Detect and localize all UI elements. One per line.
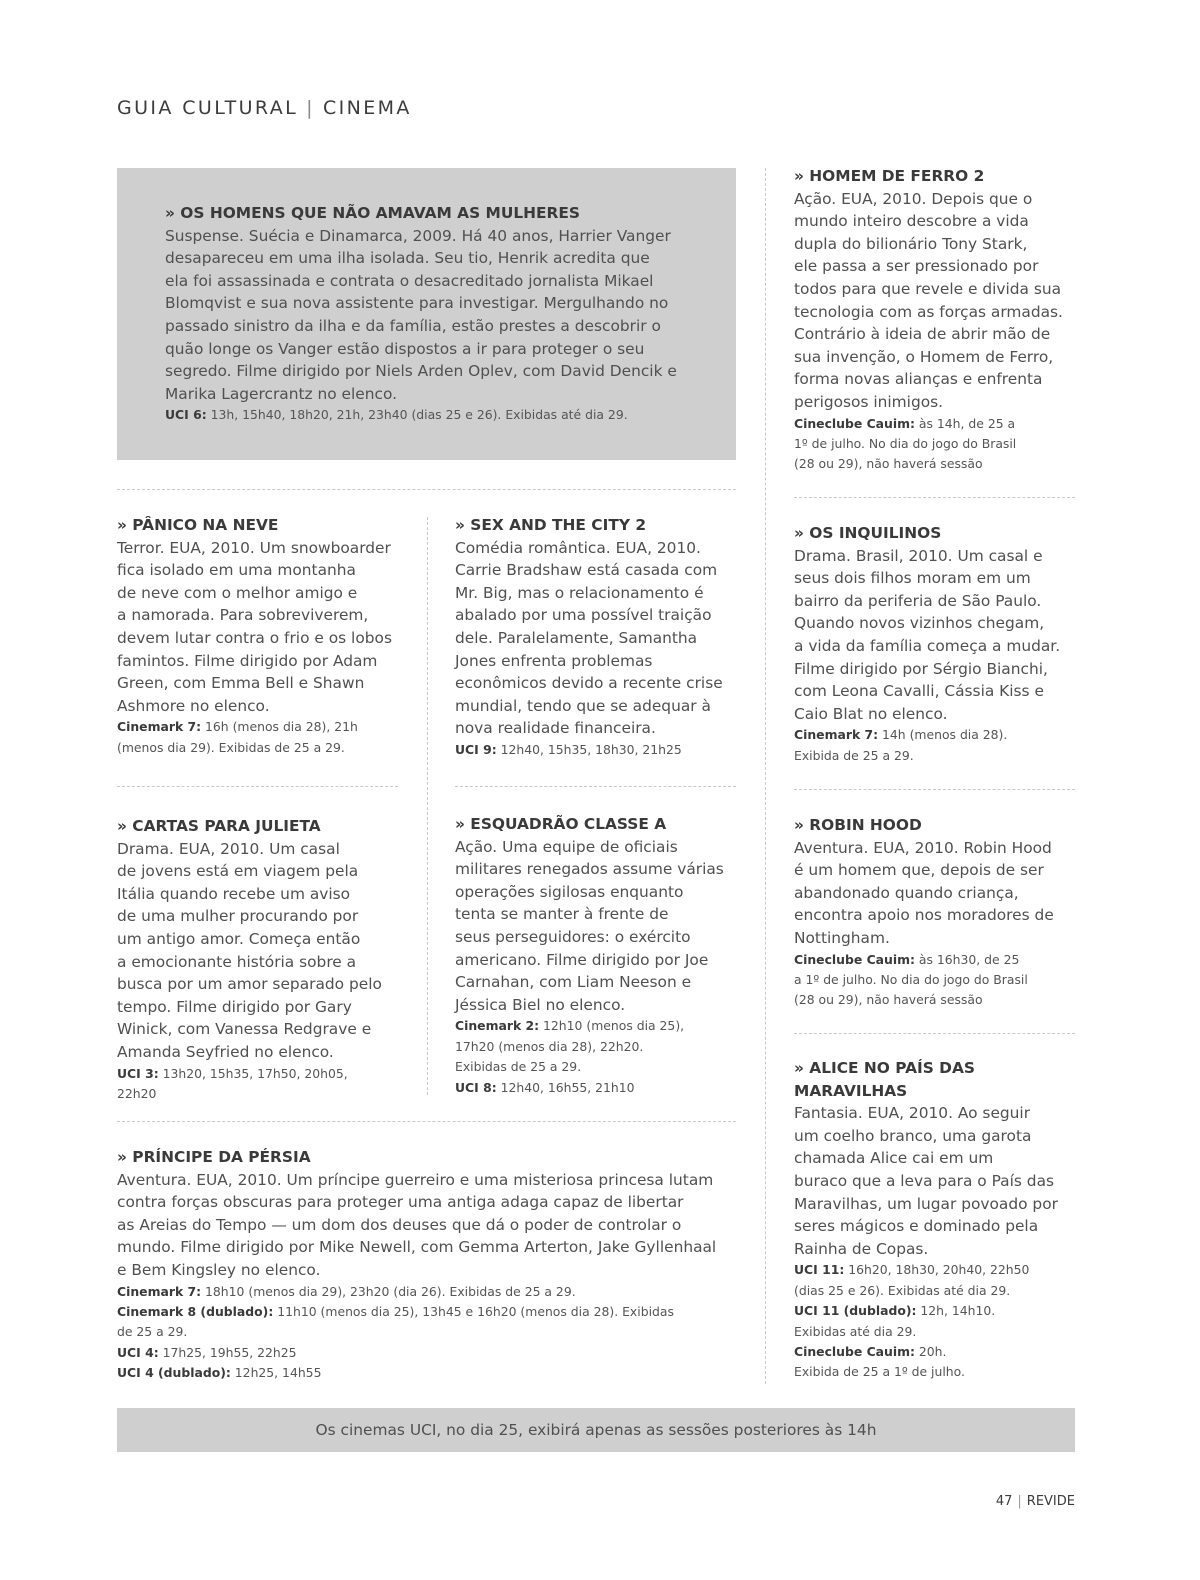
session-times: Exibida de 25 a 1º de julho. bbox=[794, 1364, 965, 1380]
description-line: chamada Alice cai em um bbox=[794, 1149, 994, 1168]
column-divider bbox=[427, 517, 428, 1095]
movie-title: » ESQUADRÃO CLASSE A bbox=[455, 815, 667, 833]
session-line bbox=[794, 414, 1094, 434]
movie-sessions bbox=[117, 1064, 417, 1105]
description-line: abalado por uma possível traição bbox=[455, 606, 712, 625]
cinema-name: UCI 11 (dublado): bbox=[794, 1303, 917, 1319]
movie-alice-no-pais-das-maravilhas bbox=[794, 1057, 1094, 1383]
movie-homem-de-ferro-2 bbox=[794, 165, 1094, 475]
session-times: 1º de julho. No dia do jogo do Brasil bbox=[794, 435, 1017, 451]
description-line: Quando novos vizinhos chegam, bbox=[794, 614, 1045, 633]
movie-title: » PRÍNCIPE DA PÉRSIA bbox=[117, 1148, 311, 1166]
movie-description bbox=[794, 1102, 1094, 1260]
session-times: 13h20, 15h35, 17h50, 20h05, bbox=[158, 1065, 348, 1081]
description-line: contra forças obscuras para proteger uma antiga adaga capaz de libertar bbox=[117, 1193, 684, 1212]
session-line bbox=[794, 1342, 1094, 1362]
description-line: Nottingham. bbox=[794, 928, 890, 947]
session-times: 12h40, 15h35, 18h30, 21h25 bbox=[496, 741, 682, 757]
session-line bbox=[455, 1057, 755, 1077]
description-line: Maravilhas, um lugar povoado por bbox=[794, 1194, 1058, 1213]
session-line bbox=[117, 1282, 757, 1302]
description-line: Drama. EUA, 2010. Um casal bbox=[117, 839, 340, 858]
cinema-name: UCI 9: bbox=[455, 741, 497, 757]
movie-title: » SEX AND THE CITY 2 bbox=[455, 516, 647, 534]
cinema-name: UCI 3: bbox=[117, 1065, 159, 1081]
session-times: Exibidas de 25 a 29. bbox=[455, 1059, 582, 1075]
description-line: de uma mulher procurando por bbox=[117, 907, 359, 926]
session-times: Exibida de 25 a 29. bbox=[794, 747, 914, 763]
description-line: seres mágicos e dominado pela bbox=[794, 1217, 1039, 1236]
description-line: dele. Paralelamente, Samantha bbox=[455, 628, 698, 647]
description-line: sua invenção, o Homem de Ferro, bbox=[794, 347, 1054, 366]
movie-title: » ROBIN HOOD bbox=[794, 816, 922, 834]
description-line: abandonado quando criança, bbox=[794, 883, 1019, 902]
session-line bbox=[794, 746, 1094, 766]
movie-title: » ALICE NO PAÍS DAS bbox=[794, 1059, 975, 1077]
description-line: Jones enfrenta problemas bbox=[455, 651, 653, 670]
movie-panico-na-neve bbox=[117, 514, 417, 758]
description-line: Ação. Uma equipe de oficiais bbox=[455, 837, 678, 856]
description-line: Ação. EUA, 2010. Depois que o bbox=[794, 189, 1033, 208]
session-times: 12h40, 16h55, 21h10 bbox=[496, 1079, 635, 1095]
session-times: 12h10 (menos dia 25), bbox=[539, 1018, 685, 1034]
movie-sessions bbox=[455, 740, 755, 760]
description-line: todos para que revele e divida sua bbox=[794, 279, 1062, 298]
description-line: ela foi assassinada e contrata o desacreditado jornalista Mikael bbox=[165, 271, 654, 290]
description-line: Aventura. EUA, 2010. Robin Hood bbox=[794, 838, 1052, 857]
session-line bbox=[117, 1064, 417, 1084]
movie-principe-da-persia bbox=[117, 1146, 757, 1384]
divider bbox=[794, 497, 1075, 498]
cinema-name: Cinemark 7: bbox=[794, 727, 879, 743]
description-line: Jéssica Biel no elenco. bbox=[455, 995, 626, 1014]
session-times: às 14h, de 25 a bbox=[914, 415, 1016, 431]
movie-cartas-para-julieta bbox=[117, 815, 417, 1104]
session-times: 13h, 15h40, 18h20, 21h, 23h40 (dias 25 e 26). Exibidas até dia 29. bbox=[206, 407, 628, 423]
description-line: Carnahan, com Liam Neeson e bbox=[455, 973, 692, 992]
divider bbox=[117, 786, 398, 787]
session-line bbox=[794, 1362, 1094, 1382]
session-times: 12h, 14h10. bbox=[916, 1303, 996, 1319]
description-line: desapareceu em uma ilha isolada. Seu tio, Henrik acredita que bbox=[165, 249, 650, 268]
movie-featured bbox=[165, 202, 725, 426]
description-line: Terror. EUA, 2010. Um snowboarder bbox=[117, 538, 391, 557]
footer-separator: | bbox=[1017, 1494, 1022, 1509]
divider bbox=[117, 1121, 736, 1122]
session-line bbox=[117, 1363, 757, 1383]
description-line: Caio Blat no elenco. bbox=[794, 704, 948, 723]
description-line: Amanda Seyfried no elenco. bbox=[117, 1042, 334, 1061]
session-line bbox=[794, 434, 1094, 454]
description-line: um antigo amor. Começa então bbox=[117, 929, 361, 948]
description-line: tecnologia com as forças armadas. bbox=[794, 302, 1063, 321]
session-line bbox=[455, 1037, 755, 1057]
movie-description bbox=[455, 537, 755, 740]
cinema-name: Cineclube Cauim: bbox=[794, 951, 915, 967]
description-line: segredo. Filme dirigido por Niels Arden Oplev, com David Dencik e bbox=[165, 362, 677, 381]
description-line: Suspense. Suécia e Dinamarca, 2009. Há 40 anos, Harrier Vanger bbox=[165, 226, 671, 245]
divider bbox=[117, 489, 736, 490]
description-line: busca por um amor separado pelo bbox=[117, 975, 382, 994]
session-times: (28 ou 29), não haverá sessão bbox=[794, 992, 983, 1008]
description-line: mundo inteiro descobre a vida bbox=[794, 212, 1029, 231]
description-line: Marika Lagercrantz no elenco. bbox=[165, 384, 398, 403]
session-times: 16h20, 18h30, 20h40, 22h50 bbox=[844, 1262, 1030, 1278]
movie-title: » PÂNICO NA NEVE bbox=[117, 516, 279, 534]
section-header bbox=[117, 97, 412, 119]
movie-sessions bbox=[455, 1016, 755, 1098]
description-line: Green, com Emma Bell e Shawn bbox=[117, 674, 365, 693]
page-number: 47 bbox=[995, 1494, 1013, 1509]
session-times: (menos dia 29). Exibidas de 25 a 29. bbox=[117, 739, 345, 755]
description-line: Aventura. EUA, 2010. Um príncipe guerreiro e uma misteriosa princesa lutam bbox=[117, 1170, 714, 1189]
description-line: Contrário à ideia de abrir mão de bbox=[794, 325, 1051, 344]
cinema-name: UCI 4: bbox=[117, 1344, 159, 1360]
session-line bbox=[794, 1322, 1094, 1342]
session-line bbox=[117, 738, 417, 758]
description-line: bairro da periferia de São Paulo. bbox=[794, 591, 1042, 610]
description-line: ele passa a ser pressionado por bbox=[794, 257, 1039, 276]
description-line: as Areias do Tempo — um dom dos deuses que dá o poder de controlar o bbox=[117, 1215, 682, 1234]
cinema-name: Cinemark 8 (dublado): bbox=[117, 1303, 274, 1319]
description-line: com Leona Cavalli, Cássia Kiss e bbox=[794, 682, 1044, 701]
description-line: de neve com o melhor amigo e bbox=[117, 583, 358, 602]
movie-description bbox=[794, 837, 1094, 950]
page-footer bbox=[996, 1494, 1075, 1509]
description-line: é um homem que, depois de ser bbox=[794, 861, 1044, 880]
divider bbox=[455, 786, 736, 787]
movie-sessions bbox=[794, 950, 1094, 1011]
description-line: Comédia romântica. EUA, 2010. bbox=[455, 538, 701, 557]
session-times: às 16h30, de 25 bbox=[914, 951, 1020, 967]
session-line bbox=[165, 405, 725, 425]
session-line bbox=[794, 1260, 1094, 1280]
cinema-name: UCI 4 (dublado): bbox=[117, 1365, 231, 1381]
description-line: a vida da família começa a mudar. bbox=[794, 636, 1061, 655]
description-line: de jovens está em viagem pela bbox=[117, 862, 359, 881]
description-line: nova realidade financeira. bbox=[455, 719, 656, 738]
session-line bbox=[455, 1078, 755, 1098]
session-times: 11h10 (menos dia 25), 13h45 e 16h20 (menos dia 28). Exibidas bbox=[273, 1303, 674, 1319]
description-line: militares renegados assume várias bbox=[455, 860, 724, 879]
cinema-name: Cinemark 2: bbox=[455, 1018, 540, 1034]
description-line: americano. Filme dirigido por Joe bbox=[455, 950, 709, 969]
session-times: 12h25, 14h55 bbox=[230, 1365, 322, 1381]
description-line: buraco que a leva para o País das bbox=[794, 1171, 1055, 1190]
movie-description bbox=[117, 838, 417, 1064]
session-line bbox=[794, 725, 1094, 745]
cinema-name: Cinemark 7: bbox=[117, 1283, 202, 1299]
movie-sessions bbox=[794, 1260, 1094, 1382]
movie-sex-and-the-city-2 bbox=[455, 514, 755, 760]
description-line: Mr. Big, mas o relacionamento é bbox=[455, 583, 704, 602]
description-line: Ashmore no elenco. bbox=[117, 696, 270, 715]
divider bbox=[794, 789, 1075, 790]
header-separator: | bbox=[306, 97, 315, 119]
description-line: forma novas alianças e enfrenta bbox=[794, 370, 1043, 389]
cinema-name: Cinemark 7: bbox=[117, 719, 202, 735]
description-line: operações sigilosas enquanto bbox=[455, 882, 684, 901]
session-times: 22h20 bbox=[117, 1085, 157, 1101]
session-line bbox=[117, 1084, 417, 1104]
subsection-title: CINEMA bbox=[322, 97, 412, 119]
description-line: Drama. Brasil, 2010. Um casal e bbox=[794, 546, 1043, 565]
cinema-name: UCI 8: bbox=[455, 1079, 497, 1095]
description-line: fica isolado em uma montanha bbox=[117, 561, 356, 580]
session-line bbox=[794, 990, 1094, 1010]
movie-description bbox=[455, 836, 755, 1017]
session-line bbox=[117, 1322, 757, 1342]
movie-title: MARAVILHAS bbox=[794, 1081, 908, 1100]
movie-sessions bbox=[794, 725, 1094, 766]
description-line: seus perseguidores: o exército bbox=[455, 927, 691, 946]
session-times: 18h10 (menos dia 29), 23h20 (dia 26). Exibidas de 25 a 29. bbox=[201, 1283, 576, 1299]
description-line: devem lutar contra o frio e os lobos bbox=[117, 628, 392, 647]
description-line: Rainha de Copas. bbox=[794, 1239, 929, 1258]
session-times: (dias 25 e 26). Exibidas até dia 29. bbox=[794, 1282, 1011, 1298]
movie-description bbox=[117, 537, 417, 718]
movie-esquadrao-classe-a bbox=[455, 813, 755, 1098]
session-line bbox=[794, 970, 1094, 990]
description-line: a namorada. Para sobreviverem, bbox=[117, 606, 369, 625]
movie-os-inquilinos bbox=[794, 522, 1094, 766]
session-times: 20h. bbox=[914, 1343, 947, 1359]
session-line bbox=[794, 1281, 1094, 1301]
movie-description bbox=[794, 545, 1094, 726]
session-times: (28 ou 29), não haverá sessão bbox=[794, 456, 983, 472]
session-line bbox=[455, 740, 755, 760]
session-line bbox=[117, 1302, 757, 1322]
description-line: a emocionante história sobre a bbox=[117, 952, 357, 971]
movie-title: » OS HOMENS QUE NÃO AMAVAM AS MULHERES bbox=[165, 204, 580, 222]
cinema-name: Cineclube Cauim: bbox=[794, 415, 915, 431]
description-line: passado sinistro da ilha e da família, estão prestes a descobrir o bbox=[165, 316, 661, 335]
description-line: seus dois filhos moram em um bbox=[794, 569, 1031, 588]
movie-title: » CARTAS PARA JULIETA bbox=[117, 817, 321, 835]
session-times: a 1º de julho. No dia do jogo do Brasil bbox=[794, 971, 1028, 987]
movie-description bbox=[117, 1169, 757, 1282]
movie-sessions bbox=[117, 717, 417, 758]
movie-robin-hood bbox=[794, 814, 1094, 1011]
session-times: 17h25, 19h55, 22h25 bbox=[158, 1344, 297, 1360]
description-line: Blomqvist e sua nova assistente para investigar. Mergulhando no bbox=[165, 294, 669, 313]
description-line: mundial, tendo que se adequar à bbox=[455, 696, 711, 715]
notice-bar: Os cinemas UCI, no dia 25, exibirá apenas as sessões posteriores às 14h bbox=[117, 1408, 1075, 1452]
movie-title: » OS INQUILINOS bbox=[794, 524, 942, 542]
movie-title: » HOMEM DE FERRO 2 bbox=[794, 167, 985, 185]
session-line bbox=[794, 454, 1094, 474]
cinema-name: UCI 6: bbox=[165, 407, 207, 423]
magazine-name: REVIDE bbox=[1026, 1494, 1075, 1509]
description-line: Filme dirigido por Sérgio Bianchi, bbox=[794, 659, 1048, 678]
cinema-name: Cineclube Cauim: bbox=[794, 1343, 915, 1359]
session-times: 17h20 (menos dia 28), 22h20. bbox=[455, 1038, 644, 1054]
description-line: Fantasia. EUA, 2010. Ao seguir bbox=[794, 1104, 1031, 1123]
description-line: famintos. Filme dirigido por Adam bbox=[117, 651, 378, 670]
description-line: um coelho branco, uma garota bbox=[794, 1126, 1032, 1145]
session-times: 16h (menos dia 28), 21h bbox=[201, 719, 358, 735]
session-line bbox=[117, 1343, 757, 1363]
description-line: mundo. Filme dirigido por Mike Newell, com Gemma Arterton, Jake Gyllenhaal bbox=[117, 1238, 717, 1257]
session-times: de 25 a 29. bbox=[117, 1324, 188, 1340]
session-times: 14h (menos dia 28). bbox=[878, 727, 1008, 743]
description-line: tenta se manter à frente de bbox=[455, 905, 669, 924]
description-line: Winick, com Vanessa Redgrave e bbox=[117, 1020, 372, 1039]
movie-sessions bbox=[117, 1282, 757, 1384]
movie-description bbox=[794, 188, 1094, 414]
description-line: e Bem Kingsley no elenco. bbox=[117, 1260, 321, 1279]
session-line bbox=[794, 1301, 1094, 1321]
movie-description bbox=[165, 225, 725, 406]
movie-sessions bbox=[165, 405, 725, 425]
movie-sessions bbox=[794, 414, 1094, 475]
divider bbox=[794, 1033, 1075, 1034]
section-title: GUIA CULTURAL bbox=[117, 97, 299, 119]
session-line bbox=[794, 950, 1094, 970]
description-line: encontra apoio nos moradores de bbox=[794, 906, 1054, 925]
description-line: Carrie Bradshaw está casada com bbox=[455, 561, 718, 580]
session-line bbox=[455, 1016, 755, 1036]
column-divider bbox=[765, 168, 766, 1384]
description-line: perigosos inimigos. bbox=[794, 392, 944, 411]
description-line: Itália quando recebe um aviso bbox=[117, 884, 351, 903]
description-line: dupla do bilionário Tony Stark, bbox=[794, 234, 1028, 253]
session-line bbox=[117, 717, 417, 737]
description-line: tempo. Filme dirigido por Gary bbox=[117, 997, 352, 1016]
cinema-name: UCI 11: bbox=[794, 1262, 845, 1278]
description-line: quão longe os Vanger estão dispostos a ir para proteger o seu bbox=[165, 339, 645, 358]
description-line: econômicos devido a recente crise bbox=[455, 674, 723, 693]
session-times: Exibidas até dia 29. bbox=[794, 1323, 917, 1339]
